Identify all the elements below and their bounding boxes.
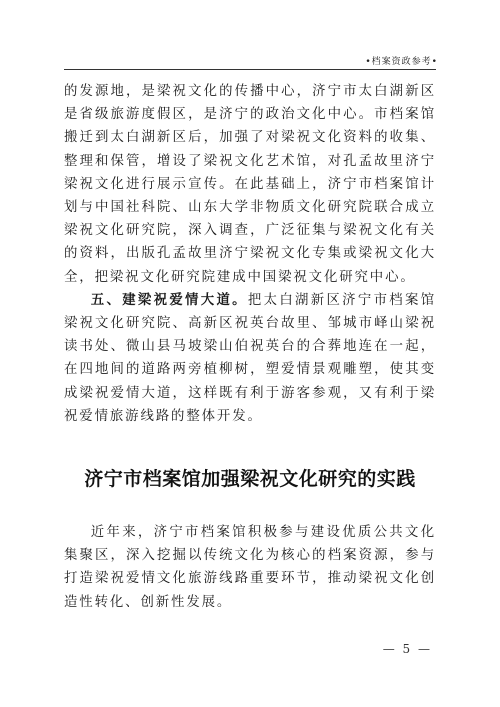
paragraph-item-five [64, 289, 436, 428]
header-divider [64, 69, 436, 70]
page-body [64, 80, 436, 614]
section-title: 济宁市档案馆加强梁祝文化研究的实践 [84, 468, 416, 491]
page-number: — 5 — [382, 642, 432, 656]
item-five-heading: 五、建梁祝爱情大道。 [90, 291, 248, 308]
paragraph-intro: 近年来，济宁市档案馆积极参与建设优质公共文化集聚区，深入挖掘以传统文化为核心的档案资源，参与打造梁祝爱情文化旅游线路重要环节，推动梁祝文化创造性转化、创新性发展。 [64, 525, 436, 610]
item-five-text: 把太白湖新区济宁市档案馆梁祝文化研究院、高新区祝英台故里、邹城市峄山梁祝读书处、微山县马坡梁山伯祝英台的合葬地连在一起，在四地间的道路两旁植柳树，塑爱情景观雕塑，使其变成梁祝爱情大道，这样既有利于游客参观，又有利于梁祝爱情旅游线路的整体开发。 [64, 292, 437, 424]
paragraph-continuation: 的发源地，是梁祝文化的传播中心，济宁市太白湖新区是省级旅游度假区，是济宁的政治文化中心。市档案馆搬迁到太白湖新区后，加强了对梁祝文化资料的收集、整理和保管，增设了梁祝文化艺术馆，对孔孟故里济宁梁祝文化进行展示宣传。在此基础上，济宁市档案馆计划与中国社科院、山东大学非物质文化研究院联合成立梁祝文化研究院，深入调查，广泛征集与梁祝文化有关的资料，出版孔孟故里济宁梁祝文化专集或梁祝文化大全，把梁祝文化研究院建成中国梁祝文化研究中心。 [64, 84, 436, 285]
running-header: •档案资政参考• [365, 57, 438, 67]
